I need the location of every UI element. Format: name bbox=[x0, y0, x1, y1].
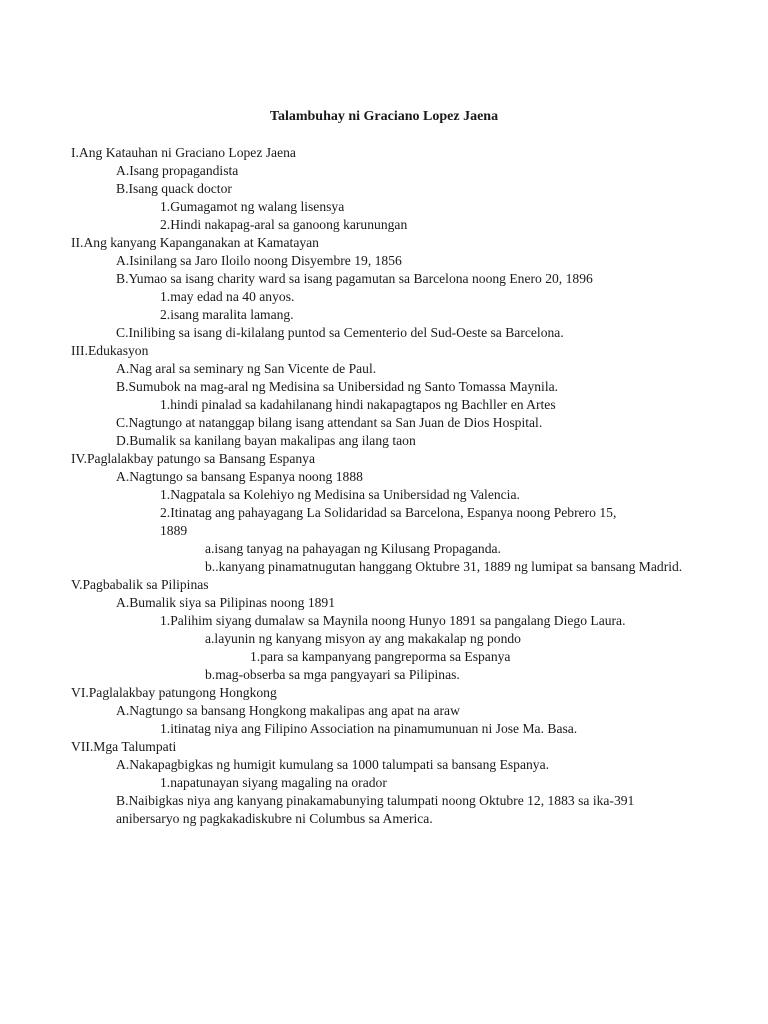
outline-item-level-1: B.Yumao sa isang charity ward sa isang pagamutan sa Barcelona noong Enero 20, 1896 bbox=[116, 271, 593, 286]
outline-item-level-1: C.Inilibing sa isang di-kilalang puntod sa Cementerio del Sud-Oeste sa Barcelona. bbox=[116, 325, 564, 340]
outline-item-level-3: b..kanyang pinamatnugutan hanggang Oktubre 31, 1889 ng lumipat sa bansang Madrid. bbox=[205, 559, 683, 574]
outline-item-level-1: C.Nagtungo at natanggap bilang isang attendant sa San Juan de Dios Hospital. bbox=[116, 415, 543, 430]
outline-item-level-0: III.Edukasyon bbox=[71, 343, 149, 358]
outline-item-level-4: 1.para sa kampanyang pangreporma sa Espanya bbox=[250, 649, 511, 664]
outline-item-level-2: 2.Hindi nakapag-aral sa ganoong karunungan bbox=[160, 217, 408, 232]
outline-item-level-0: II.Ang kanyang Kapanganakan at Kamatayan bbox=[71, 235, 319, 250]
outline-item-level-2: 1.hindi pinalad sa kadahilanang hindi nakapagtapos ng Bachller en Artes bbox=[160, 397, 556, 412]
outline-item-level-1: A.Nag aral sa seminary ng San Vicente de Paul. bbox=[116, 361, 377, 376]
outline-item-level-2: 1.Palihim siyang dumalaw sa Maynila noong Hunyo 1891 sa pangalang Diego Laura. bbox=[160, 613, 626, 628]
outline-item-level-1: A.Nagtungo sa bansang Espanya noong 1888 bbox=[116, 469, 363, 484]
outline-list bbox=[0, 144, 768, 828]
outline-item-level-1: A.Nakapagbigkas ng humigit kumulang sa 1000 talumpati sa bansang Espanya. bbox=[116, 757, 550, 772]
outline-item-level-2: 2.Itinatag ang pahayagang La Solidaridad sa Barcelona, Espanya noong Pebrero 15, 1889 bbox=[160, 505, 617, 538]
outline-item-level-0: VII.Mga Talumpati bbox=[71, 739, 177, 754]
outline-item-level-2: 1.napatunayan siyang magaling na orador bbox=[160, 775, 387, 790]
outline-item-level-1: A.Isinilang sa Jaro Iloilo noong Disyembre 19, 1856 bbox=[116, 253, 402, 268]
outline-item-level-1: A.Bumalik siya sa Pilipinas noong 1891 bbox=[116, 595, 336, 610]
document-title: Talambuhay ni Graciano Lopez Jaena bbox=[269, 109, 499, 124]
outline-item-level-1: B.Naibigkas niya ang kanyang pinakamabunying talumpati noong Oktubre 12, 1883 sa ika-391 anibersaryo ng pagkakadiskubre ni Columbus sa America. bbox=[116, 793, 635, 826]
outline-item-level-0: IV.Paglalakbay patungo sa Bansang Espanya bbox=[71, 451, 316, 466]
outline-item-level-0: VI.Paglalakbay patungong Hongkong bbox=[71, 685, 277, 700]
outline-item-level-1: B.Isang quack doctor bbox=[116, 181, 232, 196]
outline-item-level-2: 1.itinatag niya ang Filipino Association na pinamumunuan ni Jose Ma. Basa. bbox=[160, 721, 578, 736]
outline-item-level-2: 1.Nagpatala sa Kolehiyo ng Medisina sa Unibersidad ng Valencia. bbox=[160, 487, 520, 502]
outline-item-level-2: 2.isang maralita lamang. bbox=[160, 307, 294, 322]
outline-item-level-0: V.Pagbabalik sa Pilipinas bbox=[71, 577, 209, 592]
outline-item-level-1: B.Sumubok na mag-aral ng Medisina sa Unibersidad ng Santo Tomassa Maynila. bbox=[116, 379, 559, 394]
outline-item-level-3: a.layunin ng kanyang misyon ay ang makakalap ng pondo bbox=[205, 631, 521, 646]
outline-item-level-2: 1.may edad na 40 anyos. bbox=[160, 289, 295, 304]
outline-item-level-1: D.Bumalik sa kanilang bayan makalipas ang ilang taon bbox=[116, 433, 416, 448]
outline-item-level-2: 1.Gumagamot ng walang lisensya bbox=[160, 199, 345, 214]
outline-item-level-3: b.mag-obserba sa mga pangyayari sa Pilipinas. bbox=[205, 667, 460, 682]
outline-item-level-1: A.Nagtungo sa bansang Hongkong makalipas ang apat na araw bbox=[116, 703, 460, 718]
outline-item-level-1: A.Isang propagandista bbox=[116, 163, 239, 178]
outline-item-level-3: a.isang tanyag na pahayagan ng Kilusang Propaganda. bbox=[205, 541, 501, 556]
outline-item-level-0: I.Ang Katauhan ni Graciano Lopez Jaena bbox=[71, 145, 296, 160]
